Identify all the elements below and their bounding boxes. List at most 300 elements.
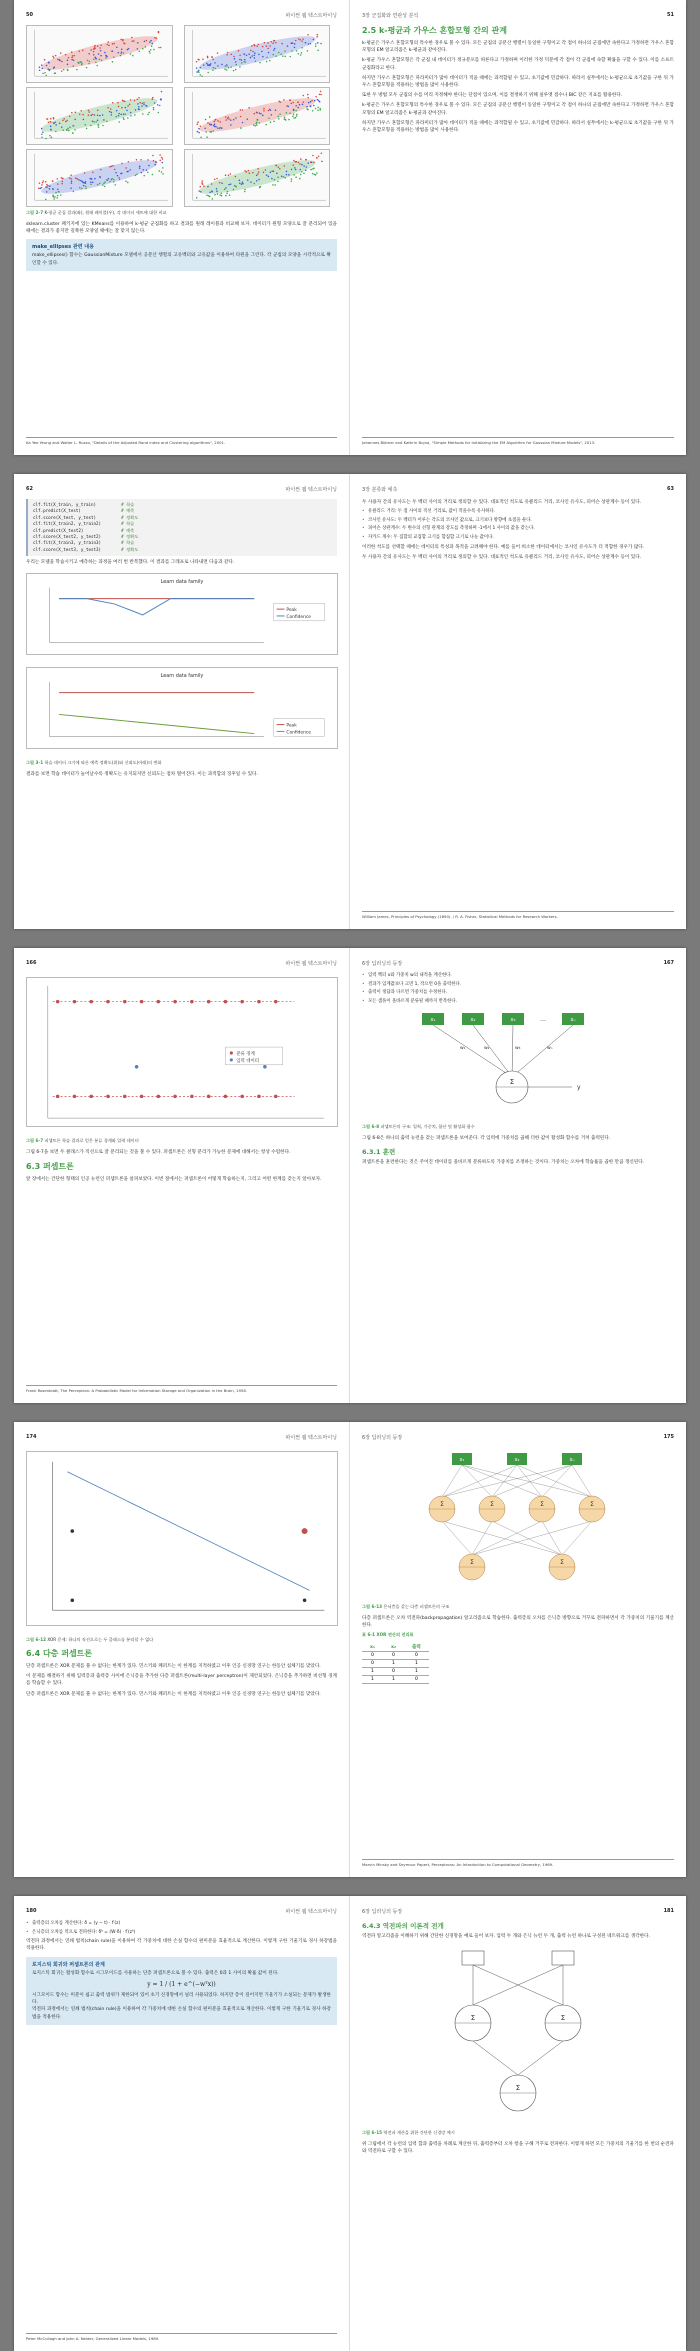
data-point xyxy=(89,1095,93,1099)
scatter-point xyxy=(224,68,226,70)
scatter-point xyxy=(307,109,309,111)
scatter-point xyxy=(283,118,285,120)
scatter-point xyxy=(127,182,129,184)
input-label: x₃ xyxy=(510,1017,516,1024)
scatter-point xyxy=(93,48,95,50)
code-line: clf.score(X_test2, y_test2) xyxy=(33,534,102,540)
data-point xyxy=(157,1095,161,1099)
scatter-point xyxy=(289,56,291,58)
scatter-point xyxy=(161,157,163,159)
scatter-point xyxy=(70,178,72,180)
scatter-point xyxy=(113,181,115,183)
scatter-point xyxy=(139,166,141,168)
scatter-point xyxy=(207,65,209,67)
scatter-point xyxy=(84,172,86,174)
scatter-point xyxy=(100,169,102,171)
scatter-point xyxy=(214,62,216,64)
body-paragraph: 결과를 보면 학습 데이터가 늘어날수록 정확도는 유지되지만 신뢰도는 점차 떨어진다. 이는 과적합의 징후일 수 있다. xyxy=(26,772,258,778)
scatter-point xyxy=(110,108,112,110)
scatter-point xyxy=(41,184,43,186)
figure-caption: 그림 6-13 은닉층을 갖는 다층 퍼셉트론의 구조 xyxy=(362,1604,450,1609)
scatter-point xyxy=(239,55,241,57)
code-line: clf.predict(X_test) xyxy=(33,508,81,514)
code-comment: # 정확도 xyxy=(121,514,139,520)
scatter-point xyxy=(82,182,84,184)
scatter-point xyxy=(81,64,83,66)
page-header: 174 파이썬 웹 텍스트마이닝 xyxy=(26,1434,337,1441)
legend-label-peak: Peak xyxy=(286,608,297,614)
scatter-point xyxy=(139,51,141,53)
scatter-point xyxy=(94,47,96,49)
scatter-point xyxy=(118,115,120,117)
scatter-point xyxy=(85,124,87,126)
scatter-point xyxy=(152,98,154,100)
scatter-point xyxy=(209,124,211,126)
figure-caption: 그림 6-8 퍼셉트론의 구조: 입력, 가중치, 합산 및 활성화 함수 xyxy=(362,1124,475,1130)
page-50 xyxy=(14,0,350,455)
scatter-point xyxy=(318,101,320,103)
body-paragraph: k-평균은 가우스 혼합모형의 특수한 경우로 볼 수 있다. 모든 군집의 공분산 행렬이 동일한 구형이고 각 점이 하나의 군집에만 속한다고 가정하면 가우스 혼합모형의 EM 알고리즘은 k-평균과 같아진다. xyxy=(362,41,674,54)
scatter-point xyxy=(255,122,257,124)
scatter-point xyxy=(57,189,59,191)
figure-caption: 그림 6-15 역전파 계산을 위한 간단한 신경망 예시 xyxy=(362,2130,455,2136)
scatter-point xyxy=(292,109,294,111)
scatter-point xyxy=(46,191,48,193)
scatter-point xyxy=(263,108,265,110)
scatter-point xyxy=(285,112,287,114)
scatter-point xyxy=(55,72,57,74)
scatter-point xyxy=(159,154,161,156)
scatter-point xyxy=(38,187,40,189)
scatter-point xyxy=(230,66,232,68)
page-spread-2 xyxy=(14,474,686,929)
scatter-point xyxy=(93,51,95,53)
body-paragraph: 두 사용자 간의 유사도는 두 벡터 사이의 거리로 정의할 수 있다. 대표적인 척도로 유클리드 거리, 코사인 유사도, 피어슨 상관계수 등이 있다. xyxy=(362,500,642,505)
scatter-point xyxy=(206,57,208,59)
scatter-point xyxy=(213,121,215,123)
scatter-point xyxy=(302,101,304,103)
code-line: clf.predict(X_test2) xyxy=(33,527,84,533)
scatter-point xyxy=(204,119,206,121)
scatter-point xyxy=(282,55,284,57)
scatter-point xyxy=(209,192,211,194)
scatter-point xyxy=(215,126,217,128)
scatter-point xyxy=(134,114,136,116)
perceptron-diagram xyxy=(362,1007,674,1117)
scatter-point xyxy=(99,183,101,185)
chart-title: Learn data family xyxy=(160,673,204,680)
scatter-point xyxy=(79,187,81,189)
sum-symbol: Σ xyxy=(590,1501,594,1508)
edge xyxy=(542,1465,572,1497)
data-point xyxy=(73,1095,77,1099)
scatter-point xyxy=(297,101,299,103)
body-paragraph: k-평균 가우스 혼합모형은 각 군집 내 데이터가 정규분포를 따른다고 가정하며 이러한 가정 덕분에 각 점이 각 군집에 속할 확률을 구할 수 있다. 이를 소프트 군집화라고 한다. xyxy=(362,58,674,71)
scatter-point xyxy=(263,42,265,44)
scatter-point xyxy=(213,179,215,181)
scatter-point xyxy=(242,183,244,185)
scatter-point xyxy=(158,170,160,172)
scatter-point xyxy=(241,181,243,183)
sum-symbol: Σ xyxy=(560,2014,566,2023)
scatter-point xyxy=(82,114,84,116)
input-label: xₙ xyxy=(570,1017,576,1024)
scatter-point xyxy=(221,64,223,66)
scatter-point xyxy=(155,161,157,163)
scatter-point xyxy=(154,164,156,166)
sum-symbol: Σ xyxy=(470,1559,474,1566)
scatter-point xyxy=(307,34,309,36)
scatter-point xyxy=(198,132,200,134)
scatter-point xyxy=(71,59,73,61)
scatter-point xyxy=(123,113,125,115)
scatter-point xyxy=(156,37,158,39)
scatter-point xyxy=(139,167,141,169)
scatter-point xyxy=(41,68,43,70)
scatter-point xyxy=(211,56,213,58)
scatter-point xyxy=(99,47,101,49)
scatter-point xyxy=(104,186,106,188)
scatter-point xyxy=(72,65,74,67)
scatter-point xyxy=(240,62,242,64)
list-item: • 출력층의 오차를 계산한다: δ = (y − t) · f′(z) xyxy=(26,1921,337,1928)
scatter-point xyxy=(227,175,229,177)
scatter-point xyxy=(299,163,301,165)
scatter-point xyxy=(207,122,209,124)
scatter-point xyxy=(257,168,259,170)
scatter-point xyxy=(292,113,294,115)
scatter-point xyxy=(41,64,43,66)
scatter-point xyxy=(44,72,46,74)
scatter-point xyxy=(279,168,281,170)
edge xyxy=(517,1465,542,1497)
scatter-point xyxy=(265,124,267,126)
footnote: Ka Yee Yeung and Walter L. Ruzzo, "Details of the Adjusted Rand index and Clustering algorithms", 2001. xyxy=(26,437,337,446)
scatter-point xyxy=(291,42,293,44)
scatter-point xyxy=(158,112,160,114)
scatter-point xyxy=(245,171,247,173)
edge xyxy=(462,1465,592,1497)
scatter-point xyxy=(117,102,119,104)
scatter-point xyxy=(207,186,209,188)
scatter-point xyxy=(152,155,154,157)
scatter-point xyxy=(267,110,269,112)
page-166 xyxy=(14,948,350,1403)
scatter-point xyxy=(42,131,44,133)
scatter-point xyxy=(137,48,139,50)
code-comments xyxy=(121,502,138,553)
scatter-point xyxy=(303,172,305,174)
scatter-point xyxy=(98,53,100,55)
scatter-point xyxy=(234,176,236,178)
scatter-point xyxy=(112,61,114,63)
scatter-point xyxy=(274,184,276,186)
scatter-point xyxy=(283,165,285,167)
scatter-point xyxy=(272,170,274,172)
scatter-point xyxy=(121,107,123,109)
scatter-point xyxy=(281,43,283,45)
scatter-point xyxy=(303,165,305,167)
code-comment: # 학습 xyxy=(121,502,135,507)
scatter-point xyxy=(148,165,150,167)
scatter-point xyxy=(59,122,61,124)
scatter-point xyxy=(248,172,250,174)
scatter-point xyxy=(87,60,89,62)
scatter-point xyxy=(60,52,62,54)
legend-marker-data xyxy=(230,1058,233,1061)
scatter-point xyxy=(262,172,264,174)
scatter-point xyxy=(307,162,309,164)
scatter-point xyxy=(213,124,215,126)
scatter-point xyxy=(261,51,263,53)
scatter-point xyxy=(235,61,237,63)
scatter-point xyxy=(48,62,50,64)
scatter-point xyxy=(317,100,319,102)
footnote: Marvin Minsky and Seymour Papert, Perceptrons: An Introduction to Computational Geometry, 1969. xyxy=(362,1859,674,1868)
scatter-point xyxy=(224,174,226,176)
scatter-point xyxy=(201,182,203,184)
scatter-point xyxy=(217,127,219,129)
scatter-point xyxy=(312,155,314,157)
body-paragraph: 그림 6-7을 보면 두 클래스가 직선으로 잘 분리되는 것을 볼 수 있다. 퍼셉트론은 선형 분리가 가능한 문제에 대해서는 항상 수렴한다. xyxy=(26,1150,291,1155)
scatter-point xyxy=(255,175,257,177)
scatter-point xyxy=(315,43,317,45)
scatter-point xyxy=(73,191,75,193)
scatter-point xyxy=(77,178,79,180)
scatter-point xyxy=(92,181,94,183)
scatter-point xyxy=(97,45,99,47)
scatter-point xyxy=(301,40,303,42)
scatter-point xyxy=(221,183,223,185)
scatter-point xyxy=(294,167,296,169)
note-title: 로지스틱 회귀와 퍼셉트론의 관계 xyxy=(32,1961,105,1968)
scatter-point xyxy=(88,53,90,55)
scatter-point xyxy=(256,124,258,126)
scatter-point xyxy=(272,42,274,44)
scatter-point xyxy=(161,91,163,93)
cluster-ellipse xyxy=(197,92,317,138)
scatter-point xyxy=(239,109,241,111)
scatter-point xyxy=(99,115,101,117)
scatter-point xyxy=(318,94,320,96)
page-175 xyxy=(350,1422,686,1877)
scatter-point xyxy=(58,191,60,193)
scatter-point xyxy=(198,128,200,130)
scatter-point xyxy=(261,46,263,48)
scatter-point xyxy=(300,158,302,160)
scatter-point xyxy=(315,96,317,98)
scatter-point xyxy=(314,174,316,176)
scatter-point xyxy=(89,61,91,63)
sum-symbol: Σ xyxy=(440,1501,444,1508)
weight-label: w₁ xyxy=(460,1046,466,1052)
scatter-point xyxy=(232,70,234,72)
scatter-point xyxy=(312,168,314,170)
scatter-point xyxy=(58,59,60,61)
scatter-point xyxy=(239,66,241,68)
scatter-point xyxy=(309,105,311,107)
weight-edges xyxy=(433,1025,573,1077)
scatter-point xyxy=(117,175,119,177)
scatter-point xyxy=(312,39,314,41)
scatter-point xyxy=(69,127,71,129)
scatter-point xyxy=(296,114,298,116)
body-paragraph: 또한 두 방법 모두 군집의 수를 미리 지정해야 한다는 단점이 있으며, 이를 결정하기 위해 실루엣 점수나 BIC 같은 지표를 활용한다. xyxy=(362,93,623,99)
scatter-point xyxy=(257,171,259,173)
scatter-point xyxy=(120,114,122,116)
scatter-point xyxy=(228,194,230,196)
scatter-point xyxy=(76,69,78,71)
page-spread-5 xyxy=(14,1896,686,2351)
scatter-point xyxy=(50,129,52,131)
scatter-point xyxy=(115,172,117,174)
scatter-point xyxy=(80,110,82,112)
scatter-point xyxy=(267,48,269,50)
scatter-point xyxy=(95,121,97,123)
scatter-point xyxy=(232,189,234,191)
scatter-point xyxy=(309,43,311,45)
scatter-point xyxy=(270,41,272,43)
input-label: xₙ xyxy=(569,1457,575,1463)
scatter-point xyxy=(127,105,129,107)
scatter-point xyxy=(74,129,76,131)
scatter-point xyxy=(62,130,64,132)
scatter-point xyxy=(233,56,235,58)
data-point xyxy=(140,1095,144,1099)
scatter-point xyxy=(97,119,99,121)
scatter-point xyxy=(286,45,288,47)
scatter-point xyxy=(212,130,214,132)
scatter-point xyxy=(311,173,313,175)
code-comment: # 정확도 xyxy=(121,534,139,540)
data-point xyxy=(106,1000,110,1004)
scatter-point xyxy=(269,109,271,111)
scatter-point xyxy=(45,199,47,201)
scatter-point xyxy=(251,55,253,57)
body-paragraph: 하지만 가우스 혼합모형은 파라미터가 많아 데이터가 적을 때에는 과적합될 수 있고, 초기값에 민감하다. 따라서 실무에서는 k-평균으로 초기값을 구한 뒤 가우스 혼합모형을 적용하는 방법을 많이 사용한다. xyxy=(362,75,674,89)
scatter-point xyxy=(147,114,149,116)
scatter-point xyxy=(262,115,264,117)
scatter-point xyxy=(248,107,250,109)
scatter-point xyxy=(258,187,260,189)
list-item: • 코사인 유사도: 두 벡터가 이루는 각도의 코사인 값으로, 크기보다 방향에 초점을 둔다. xyxy=(362,518,674,525)
data-point xyxy=(257,1000,261,1004)
body-paragraph: 단층 퍼셉트론은 XOR 문제를 풀 수 없다는 한계가 있다. 민스키와 페퍼트는 이 한계를 지적하였고 이후 인공 신경망 연구는 한동안 침체기를 맞았다. xyxy=(26,1664,321,1669)
scatter-point xyxy=(111,114,113,116)
scatter-point xyxy=(289,112,291,114)
scatter-point xyxy=(50,126,52,128)
scatter-point xyxy=(99,177,101,179)
scatter-point xyxy=(226,191,228,193)
output-label: y xyxy=(577,1084,581,1092)
scatter-point xyxy=(146,40,148,42)
legend-label-confidence: Confidence xyxy=(286,615,311,621)
table-row: 0 0 0 xyxy=(362,1652,429,1660)
scatter-point xyxy=(145,46,147,48)
scatter-point xyxy=(111,165,113,167)
scatter-point xyxy=(49,188,51,190)
edge xyxy=(442,1465,462,1497)
note-box xyxy=(26,1957,337,2025)
formula: y = 1 / (1 + e^(−wᵀx)) xyxy=(147,1980,216,1988)
scatter-point xyxy=(149,51,151,53)
scatter-point xyxy=(239,182,241,184)
scatter-point xyxy=(272,54,274,56)
body-paragraph: 퍼셉트론을 훈련한다는 것은 주어진 데이터를 올바르게 분류하도록 가중치를 조정하는 것이다. 가중치는 오차에 학습률을 곱한 만큼 갱신된다. xyxy=(362,1159,645,1165)
scatter-point xyxy=(207,72,209,74)
list-item: • 입력 벡터 x와 가중치 w의 내적을 계산한다. xyxy=(362,973,674,980)
page-header: 180 파이썬 웹 텍스트마이닝 xyxy=(26,1908,337,1915)
scatter-point xyxy=(152,174,154,176)
page-header: 3장 군집화와 연관성 분석 51 xyxy=(362,12,674,19)
scatter-point xyxy=(294,117,296,119)
scatter-point xyxy=(153,109,155,111)
line-chart-1 xyxy=(26,573,338,655)
scatter-point xyxy=(266,57,268,59)
page-174 xyxy=(14,1422,350,1877)
scatter-point xyxy=(263,110,265,112)
scatter-point xyxy=(86,67,88,69)
scatter-point xyxy=(219,194,221,196)
edge xyxy=(442,1521,562,1555)
scatter-point xyxy=(125,181,127,183)
ellipsis: … xyxy=(540,1016,546,1024)
scatter-point xyxy=(284,119,286,121)
scatter-point xyxy=(274,42,276,44)
scatter-point xyxy=(69,116,71,118)
list-item: • 출력이 정답과 다르면 가중치를 수정한다. xyxy=(362,990,674,997)
scatter-point xyxy=(148,112,150,114)
scatter-point xyxy=(283,117,285,119)
scatter-point xyxy=(199,125,201,127)
scatter-point xyxy=(288,174,290,176)
scatter-point xyxy=(317,156,319,158)
scatter-point xyxy=(214,194,216,196)
scatter-point xyxy=(206,195,208,197)
scatter-point xyxy=(90,49,92,51)
scatter-point xyxy=(314,108,316,110)
scatter-point xyxy=(92,172,94,174)
scatter-point xyxy=(317,42,319,44)
scatter-point xyxy=(317,106,319,108)
scatter-point xyxy=(311,100,313,102)
scatter-point xyxy=(158,32,160,34)
scatter-point xyxy=(217,120,219,122)
input-node xyxy=(462,1951,484,1965)
cluster-ellipse xyxy=(197,154,317,200)
input-node xyxy=(422,1013,584,1025)
legend-label-confidence: Confidence xyxy=(286,730,311,736)
scatter-point xyxy=(252,172,254,174)
page-62 xyxy=(14,474,350,929)
scatter-point xyxy=(68,130,70,132)
scatter-point xyxy=(92,114,94,116)
scatter-point xyxy=(62,181,64,183)
scatter-point xyxy=(73,125,75,127)
scatter-point xyxy=(102,184,104,186)
scatter-point xyxy=(238,180,240,182)
scatter-point xyxy=(226,54,228,56)
scatter-point xyxy=(108,45,110,47)
scatter-point xyxy=(144,41,146,43)
scatter-point xyxy=(93,121,95,123)
scatter-point xyxy=(121,163,123,165)
legend-label-data: 입력 데이터 xyxy=(236,1058,260,1064)
scatter-point xyxy=(112,165,114,167)
scatter-point xyxy=(49,135,51,137)
scatter-point xyxy=(202,64,204,66)
scatter-point xyxy=(299,54,301,56)
